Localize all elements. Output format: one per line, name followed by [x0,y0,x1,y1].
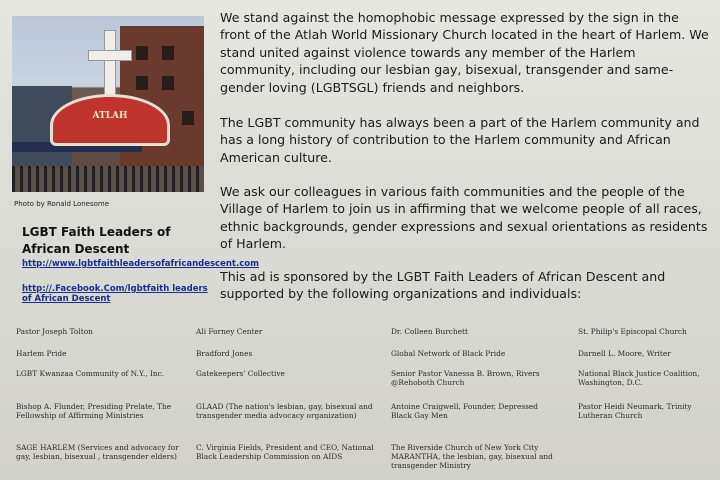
supporter-entry: The Riverside Church of New York City MARANTHA, the lesbian, gay, bisexual and transgender Ministry [391,443,553,470]
supporter-entry: Senior Pastor Vanessa B. Brown, Rivers @Rehoboth Church [391,369,540,387]
statement-paragraph: We ask our colleagues in various faith communities and the people of the Village of Harlem to join us in affirming that we welcome people of all races, ethnic backgrounds, gender expressions and sexual orientations as residents of Harlem. [220,184,708,252]
cross-icon [104,30,116,102]
supporter-entry: Dr. Colleen Burchett [391,327,468,336]
supporter-entry: Gatekeepers' Collective [196,369,285,378]
statement-paragraph: The LGBT community has always been a part of the Harlem community and has a long history of contribution to the Harlem community and African American culture. [220,115,700,165]
supporters-list [16,325,716,480]
facebook-link[interactable]: http://.Facebook.Com/lgbtfaith leaders of African Descent [22,284,208,304]
statement-paragraph: We stand against the homophobic message expressed by the sign in the front of the Atlah World Missionary Church located in the heart of Harlem. We stand united against violence towards any member of the Harlem community, including our lesbian gay, bisexual, transgender and same-gender loving (LGBTSGL) friends and neighbors. [220,10,709,95]
supporter-entry: Ali Forney Center [196,327,263,336]
supporter-entry: Antoine Craigwell, Founder, Depressed Black Gay Men [391,402,539,420]
supporter-entry: LGBT Kwanzaa Community of N.Y., Inc. [16,369,165,378]
supporter-entry: SAGE HARLEM (Services and advocacy for gay, lesbian, bisexual , transgender elders) [16,443,179,461]
supporter-entry: Bradford Jones [196,349,253,358]
supporter-entry: Pastor Heidi Neumark, Trinity Lutheran Church [578,402,692,420]
supporter-entry: Global Network of Black Pride [391,349,506,358]
supporter-entry: Bishop A. Flunder, Presiding Prelate, The Fellowship of Affirming Ministries [16,402,172,420]
supporter-entry: National Black Justice Coalition, Washington, D.C. [578,369,700,387]
supporter-entry: C. Virginia Fields, President and CEO, National Black Leadership Commission on AIDS [196,443,374,461]
supporter-entry: GLAAD (The nation's lesbian, gay, bisexual and transgender media advocacy organization) [196,402,373,420]
church-sign-text: ATLAH [92,111,128,121]
supporter-entry: Darnell L. Moore, Writer [578,349,671,358]
fence [12,166,204,192]
photo-credit: Photo by Ronald Lonesome [14,200,110,208]
website-link[interactable]: http://www.lgbtfaithleadersofafricandescent.com [22,259,259,269]
supporter-entry: St. Philip's Episcopal Church [578,327,687,336]
supporter-entry: Harlem Pride [16,349,67,358]
supporter-entry: Pastor Joseph Tolton [16,327,93,336]
church-sign-photo [12,16,204,192]
organization-name: LGBT Faith Leaders of African Descent [22,225,171,256]
sponsor-paragraph: This ad is sponsored by the LGBT Faith Leaders of African Descent and supported by the following organizations and individuals: [220,269,666,302]
